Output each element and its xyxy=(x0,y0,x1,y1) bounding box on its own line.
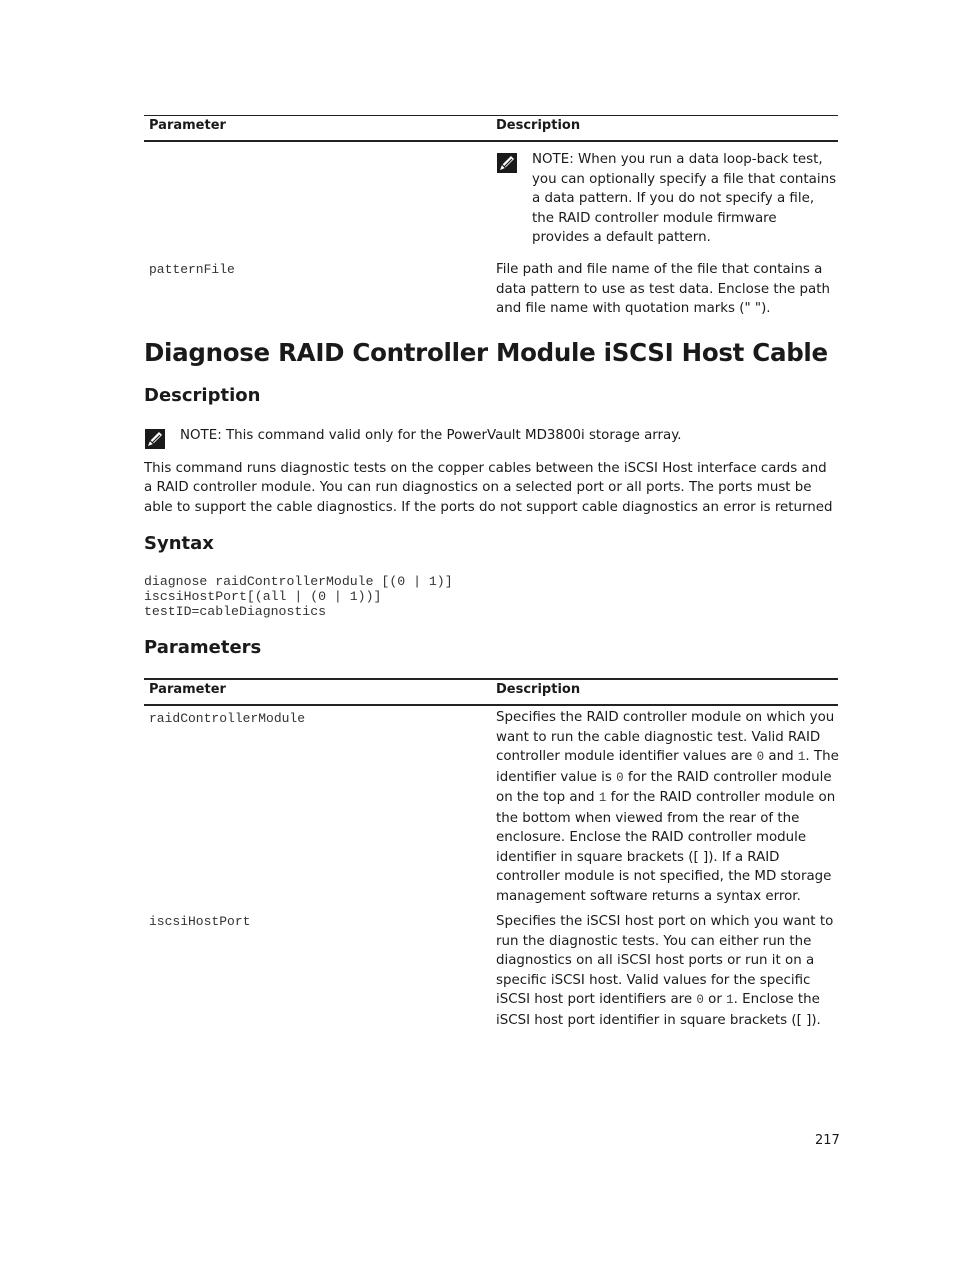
note-label: NOTE: xyxy=(532,152,574,167)
table-1-top-rule xyxy=(144,115,838,116)
note-pencil-icon xyxy=(144,428,166,450)
inline-code: 0 xyxy=(616,770,624,785)
desc-text: for the RAID controller module on the bottom when viewed from the rear of the enclosure. Enclose the RAID controller module identifier in square brackets ([ ]). If a RAID controller module is not specified, the MD storage management software returns a syntax error. xyxy=(496,790,836,904)
table-1-header-parameter: Parameter xyxy=(149,118,226,133)
note-body: This command valid only for the PowerVault MD3800i storage array. xyxy=(225,428,682,443)
table-2-header-parameter: Parameter xyxy=(149,682,226,697)
section-title: Diagnose RAID Controller Module iSCSI Host Cable xyxy=(144,338,828,367)
param-raid-controller-module: raidControllerModule xyxy=(149,711,306,726)
param-pattern-file: patternFile xyxy=(149,262,235,277)
desc-text: . The identifier value is xyxy=(496,749,839,785)
desc-text: . Enclose the iSCSI host port identifier in square brackets ([ ]). xyxy=(496,992,821,1028)
description-note xyxy=(144,426,834,450)
syntax-code: diagnose raidControllerModule [(0 | 1)] iscsiHostPort[(all | (0 | 1))] testID=cableDiagnostics xyxy=(144,574,453,620)
desc-text: or xyxy=(703,992,727,1007)
page-number: 217 xyxy=(815,1133,840,1148)
desc-pattern-file: File path and file name of the file that contains a data pattern to use as test data. Enclose the path and file name with quotation marks (" "). xyxy=(496,262,830,316)
note-pencil-icon xyxy=(496,152,518,174)
inline-code: 0 xyxy=(696,993,704,1007)
table-2-header-rule xyxy=(144,704,838,706)
desc-iscsi-host-port xyxy=(496,912,841,1030)
inline-code: 1 xyxy=(797,750,806,764)
syntax-heading: Syntax xyxy=(144,533,214,554)
description-note-text xyxy=(180,426,682,446)
description-body: This command runs diagnostic tests on the copper cables between the iSCSI Host interface cards and a RAID controller module. You can run diagnostics on a selected port or all ports. The ports must be able to support the cable diagnostics. If the ports do not support cable diagnostics an error is returned xyxy=(144,461,833,515)
table-1-note-text xyxy=(532,150,837,248)
description-heading: Description xyxy=(144,385,261,406)
table-2-top-rule xyxy=(144,678,838,680)
inline-code: 1 xyxy=(598,791,607,805)
desc-text: and xyxy=(764,749,798,764)
param-iscsi-host-port: iscsiHostPort xyxy=(149,914,251,929)
desc-text: Specifies the RAID controller module on which you want to run the cable diagnostic test. Valid RAID controller module identifier values are xyxy=(496,710,835,764)
table-1-header-rule xyxy=(144,140,838,142)
table-1-header-description: Description xyxy=(496,118,581,133)
note-label: NOTE: xyxy=(180,428,222,443)
desc-text: Specifies the iSCSI host port on which you want to run the diagnostic tests. You can either run the diagnostics on all iSCSI host ports or run it on a specific iSCSI host. Valid values for the specific iSCSI host port identifiers are xyxy=(496,914,834,1007)
inline-code: 0 xyxy=(756,750,765,764)
desc-text: for the RAID controller module on the top and xyxy=(496,769,832,805)
inline-code: 1 xyxy=(726,993,734,1007)
note-body: When you run a data loop-back test, you can optionally specify a file that contains a data pattern. If you do not specify a file, the RAID controller module firmware provides a default pattern. xyxy=(532,152,837,245)
table-1-note xyxy=(496,150,841,248)
table-2-header-description: Description xyxy=(496,682,581,697)
parameters-heading: Parameters xyxy=(144,637,262,658)
desc-raid-controller-module xyxy=(496,708,841,906)
